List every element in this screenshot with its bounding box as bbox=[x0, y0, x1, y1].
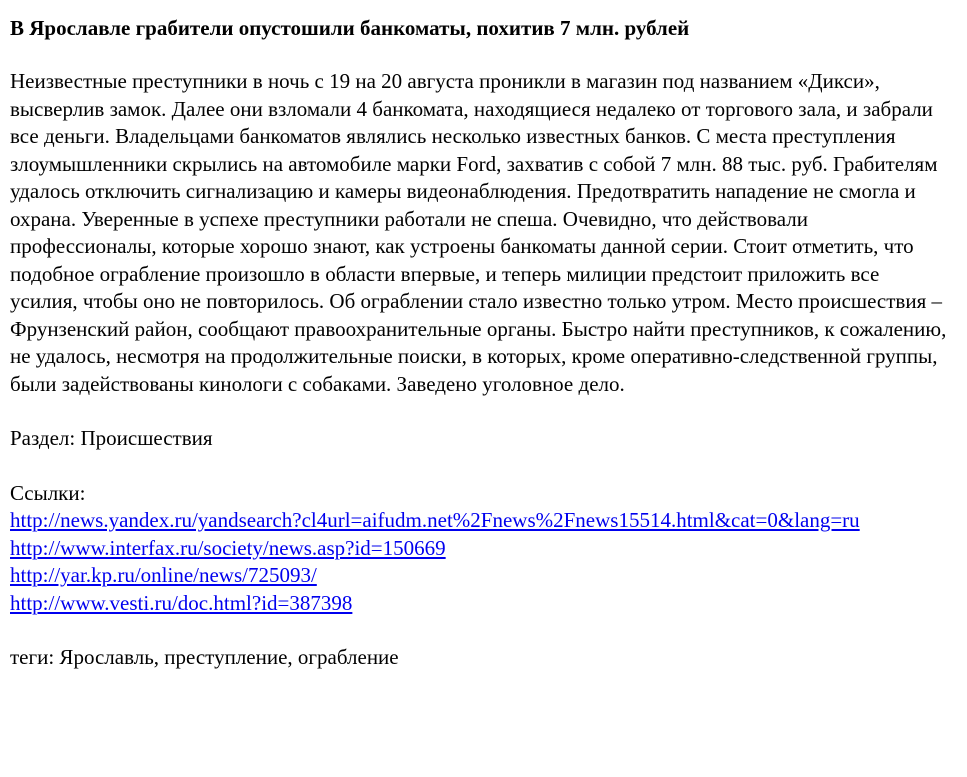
article-section: Раздел: Происшествия bbox=[10, 426, 213, 450]
link-kp[interactable]: http://yar.kp.ru/online/news/725093/ bbox=[10, 563, 317, 587]
link-interfax[interactable]: http://www.interfax.ru/society/news.asp?id=150669 bbox=[10, 535, 446, 560]
article-tags: теги: Ярославль, преступление, ограбление bbox=[10, 645, 399, 669]
link-yandex-news[interactable]: http://news.yandex.ru/yandsearch?cl4url=aifudm.net%2Fnews%2Fnews15514.html&cat=0&lang=ru bbox=[10, 508, 860, 532]
article-title: В Ярославле грабители опустошили банкоматы, похитив 7 млн. рублей bbox=[10, 16, 690, 40]
article-body: Неизвестные преступники в ночь с 19 на 20 августа проникли в магазин под названием «Дикси», высверлив замок. Далее они взломали 4 банкомата, находящиеся недалеко от торгового зала, и забрали все деньги. Владельцами банкоматов являлись несколько известных банков. С места преступления злоумышленники скрылись на автомобиле марки Ford, захватив с собой 7 млн. 88 тыс. руб. Грабителям удалось отключить сигнализацию и камеры видеонаблюдения. Предотвратить нападение не смогла и охрана. Уверенные в успехе преступники работали не спеша. Очевидно, что действовали профессионалы, которые хорошо знают, как устроены банкоматы данной серии. Стоит отметить, что подобное ограбление произошло в области впервые, и теперь милиции предстоит приложить все усилия, чтобы оно не повторилось. Об ограблении стало известно только утром. Место происшествия – Фрунзенский район, сообщают правоохранительные органы. Быстро найти преступников, к сожалению, не удалось, несмотря на продолжительные поиски, в которых, кроме оперативно-следственной группы, были задействованы кинологи с собаками. Заведено уголовное дело. bbox=[10, 69, 947, 396]
link-vesti[interactable]: http://www.vesti.ru/doc.html?id=387398 bbox=[10, 590, 353, 615]
links-list bbox=[10, 507, 957, 617]
links-label: Ссылки: bbox=[10, 480, 86, 505]
